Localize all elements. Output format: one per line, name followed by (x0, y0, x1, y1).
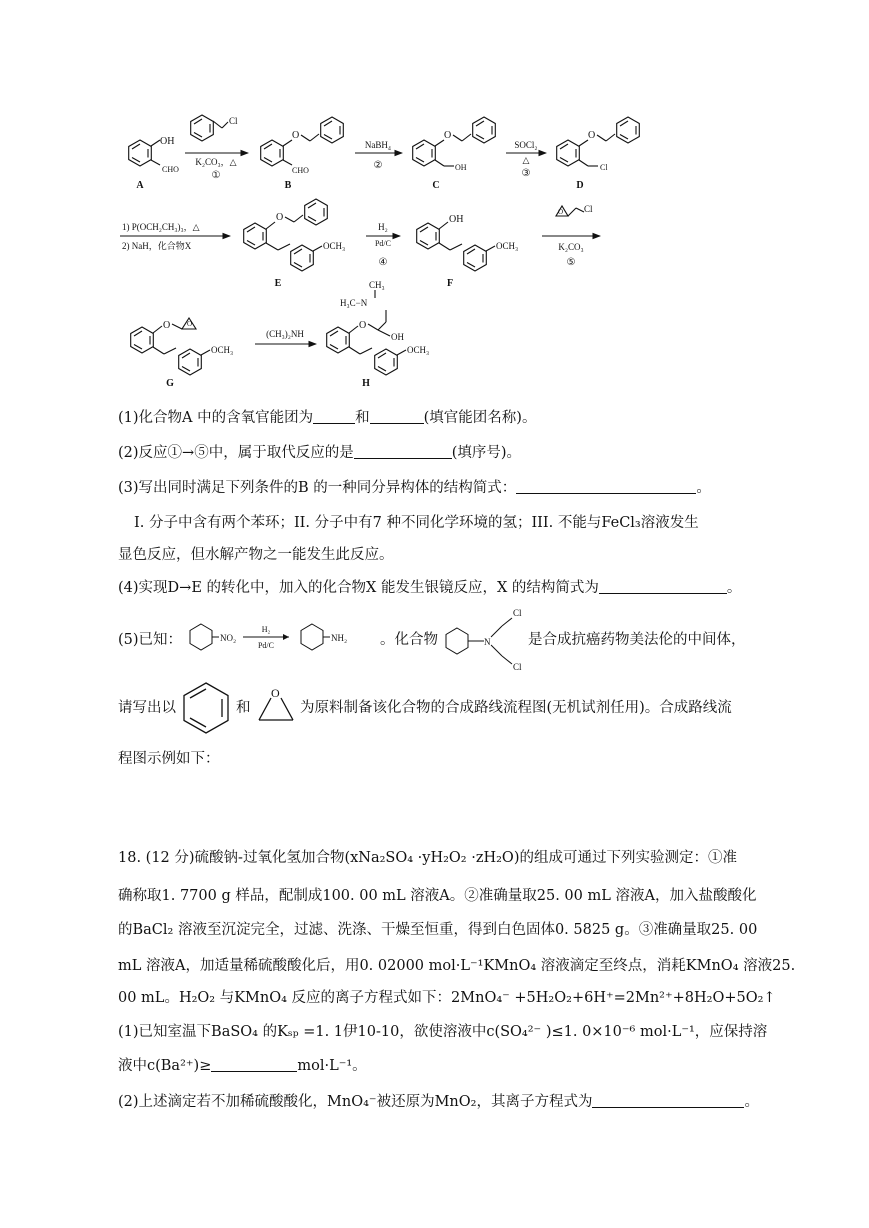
question-4 (118, 578, 741, 598)
svg-text:O: O (163, 320, 171, 331)
q18-2-answer-blank[interactable] (592, 1093, 744, 1108)
svg-text:△: △ (522, 155, 530, 165)
svg-text:Cl: Cl (600, 163, 608, 172)
q5-text-b: 。化合物 (380, 632, 438, 648)
svg-text:H₃C−N: H₃C−N (340, 298, 368, 308)
svg-text:①: ① (211, 170, 221, 181)
question-2 (118, 443, 521, 463)
q18-line-6: (1)已知室温下BaSO₄ 的Kₛₚ =1. 1伊10-10，欲使溶液中c(SO₄²⁻ )≤1. 0×10⁻⁶ mol·L⁻¹，应保持溶 (118, 1024, 768, 1040)
svg-text:E: E (274, 278, 282, 289)
q5-text-d: 请写出以 (118, 700, 176, 716)
synthesis-scheme (110, 108, 770, 398)
q5-text-f: 为原料制备该化合物的合成路线流程图(无机试剂任用)。合成路线流 (300, 700, 732, 716)
svg-text:O: O (558, 208, 564, 216)
q4-text-a: (4)实现D→E 的转化中，加入的化合物X 能发生银镜反应，X 的结构简式为 (118, 580, 599, 596)
svg-text:O: O (276, 212, 284, 223)
svg-text:NaBH₄: NaBH₄ (364, 140, 392, 150)
q3-condition-line-1: I. 分子中含有两个苯环；II. 分子中有7 种不同化学环境的氢；III. 不能与FeCl₃溶液发生 (134, 515, 699, 531)
q18-2-text-a: (2)上述滴定若不加稀硫酸酸化，MnO₄⁻被还原为MnO₂，其离子方程式为 (118, 1094, 593, 1110)
svg-text:O: O (271, 686, 280, 700)
svg-text:SOCl₂: SOCl₂ (514, 140, 538, 150)
svg-text:G: G (166, 378, 174, 389)
svg-text:O: O (359, 320, 367, 331)
compound-d (557, 117, 640, 191)
svg-text:OCH₃: OCH₃ (211, 345, 234, 355)
q18-line-5: 00 mL。H₂O₂ 与KMnO₄ 反应的离子方程式如下：2MnO₄⁻ +5H₂O₂+6H⁺=2Mn²⁺+8H₂O+5O₂↑ (118, 990, 776, 1006)
q2-text-a: (2)反应①→⑤中，属于取代反应的是 (118, 445, 354, 461)
q5-text-c: 是合成抗癌药物美法伦的中间体， (528, 632, 746, 648)
svg-text:Cl: Cl (513, 662, 522, 672)
svg-text:④: ④ (378, 257, 388, 268)
svg-text:F: F (446, 278, 454, 289)
svg-text:OH: OH (455, 163, 467, 172)
svg-text:NO₂: NO₂ (220, 633, 237, 643)
svg-text:O: O (187, 320, 193, 328)
q1-answer-blank-2[interactable] (370, 409, 424, 424)
q18-line-4: mL 溶液A，加适量稀硫酸酸化后，用0. 02000 mol·L⁻¹KMnO₄ 溶液滴定至终点，消耗KMnO₄ 溶液25. (118, 958, 796, 974)
svg-text:O: O (444, 130, 452, 141)
svg-text:O: O (292, 130, 300, 141)
svg-text:OCH₃: OCH₃ (407, 345, 430, 355)
q18-1-text-a: 液中c(Ba²⁺)≥ (118, 1058, 212, 1074)
target-compound-structure (440, 604, 528, 676)
svg-text:K₂CO₃，△: K₂CO₃，△ (195, 157, 237, 167)
q1-text-a: (1)化合物A 中的含氧官能团为 (118, 410, 314, 426)
svg-text:1) P(OCH₂CH₃)₃，△: 1) P(OCH₂CH₃)₃，△ (122, 222, 200, 232)
compound-e (244, 199, 345, 289)
q3-text-a: (3)写出同时满足下列条件的B 的一种同分异构体的结构简式： (118, 480, 517, 496)
q5-known-reaction (185, 618, 360, 662)
q18-2-text-b: 。 (744, 1094, 759, 1110)
compound-h (327, 280, 429, 389)
q5-text-a: (5)已知： (118, 632, 183, 648)
svg-text:(CH₃)₂NH: (CH₃)₂NH (266, 329, 304, 339)
arrow-step-4 (366, 222, 400, 268)
svg-text:2) NaH，化合物X: 2) NaH，化合物X (122, 241, 192, 251)
ethylene-oxide-structure (254, 684, 298, 726)
q18-line-7 (118, 1056, 367, 1076)
q3-text-b: 。 (696, 480, 711, 496)
arrow-step-x (120, 222, 230, 252)
arrow-step-5 (542, 204, 600, 268)
q4-answer-blank[interactable] (599, 579, 727, 594)
svg-text:OCH₃: OCH₃ (496, 241, 519, 251)
q1-answer-blank-1[interactable] (313, 409, 355, 424)
svg-text:③: ③ (521, 168, 531, 179)
compound-g (131, 318, 233, 389)
svg-text:OH: OH (391, 332, 404, 342)
q1-text-c: (填官能团名称)。 (423, 410, 537, 426)
svg-text:C: C (432, 180, 440, 191)
q2-text-b: (填序号)。 (451, 445, 522, 461)
svg-text:OH: OH (160, 136, 175, 147)
compound-b (261, 117, 344, 191)
svg-text:Pd/C: Pd/C (374, 239, 392, 248)
svg-text:H₂: H₂ (261, 625, 271, 634)
svg-text:H: H (362, 378, 370, 389)
benzene-reactant-structure (178, 680, 234, 736)
svg-text:B: B (284, 180, 292, 191)
svg-text:H₂: H₂ (378, 222, 388, 232)
svg-text:O: O (588, 130, 596, 141)
svg-text:⑤: ⑤ (566, 257, 576, 268)
svg-text:Pd/C: Pd/C (257, 641, 275, 650)
svg-text:NH₂: NH₂ (331, 633, 348, 643)
question-1 (118, 408, 536, 428)
question-3 (118, 478, 711, 498)
svg-text:A: A (136, 180, 144, 191)
q18-line-1: 18. (12 分)硫酸钠-过氧化氢加合物(xNa₂SO₄ ·yH₂O₂ ·zH₂O)的组成可通过下列实验测定：①准 (118, 850, 737, 866)
q4-text-b: 。 (726, 580, 742, 596)
arrow-step-6 (255, 329, 316, 344)
q2-answer-blank[interactable] (354, 444, 452, 459)
q18-line-8 (118, 1092, 759, 1112)
compound-a (129, 136, 179, 191)
q3-condition-line-2: 显色反应，但水解产物之一能发生此反应。 (118, 547, 394, 563)
q18-1-text-b: mol·L⁻¹。 (297, 1058, 367, 1074)
q1-text-b: 和 (355, 410, 370, 426)
svg-text:K₂CO₃: K₂CO₃ (558, 242, 584, 252)
compound-c (413, 117, 496, 191)
svg-text:N: N (484, 637, 491, 647)
q18-line-3: 的BaCl₂ 溶液至沉淀完全，过滤、洗涤、干燥至恒重，得到白色固体0. 5825 g。③准确量取25. 00 (118, 922, 758, 938)
svg-text:CH₃: CH₃ (369, 280, 385, 290)
q18-line-2: 确称取1. 7700 g 样品，配制成100. 00 mL 溶液A。②准确量取25. 00 mL 溶液A，加入盐酸酸化 (118, 888, 757, 904)
svg-text:OH: OH (449, 214, 464, 225)
svg-text:Cl: Cl (229, 116, 238, 126)
q18-1-answer-blank[interactable] (211, 1057, 297, 1072)
svg-text:OCH₃: OCH₃ (323, 241, 346, 251)
svg-text:CHO: CHO (162, 165, 179, 174)
q5-text-g: 程图示例如下： (118, 751, 220, 767)
svg-text:D: D (576, 180, 584, 191)
compound-f (417, 214, 518, 289)
q5-text-e: 和 (236, 700, 251, 716)
arrow-step-3 (506, 140, 546, 179)
svg-text:Cl: Cl (513, 608, 522, 618)
arrow-step-2 (355, 140, 402, 171)
svg-text:CHO: CHO (292, 166, 309, 175)
arrow-step-1 (185, 115, 248, 181)
svg-text:②: ② (373, 160, 383, 171)
svg-text:Cl: Cl (584, 204, 593, 214)
q3-answer-blank[interactable] (516, 479, 696, 494)
